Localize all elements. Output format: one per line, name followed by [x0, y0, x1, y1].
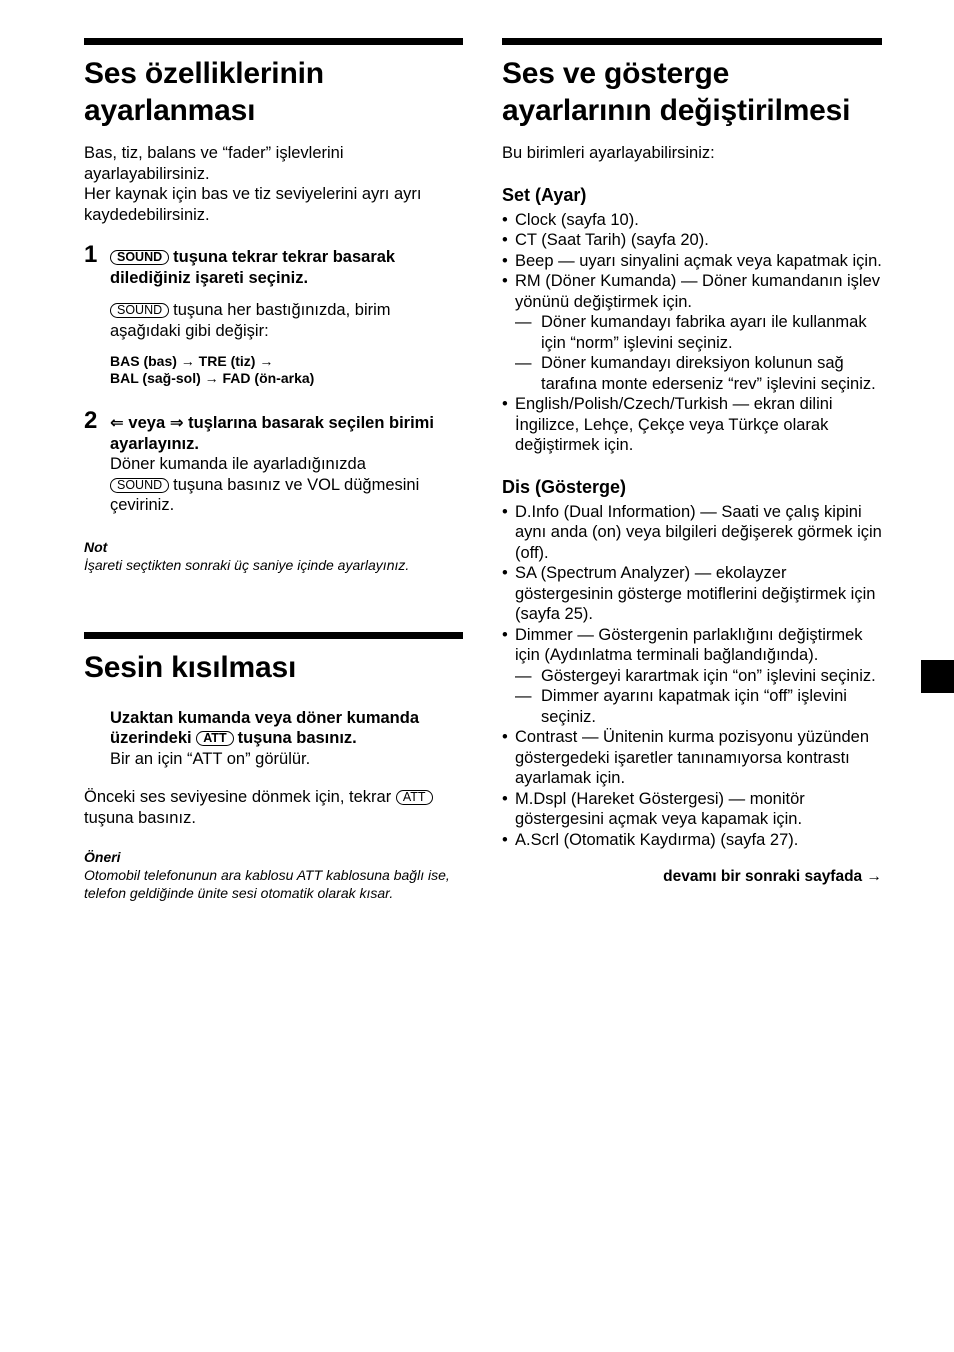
- sound-button-label: SOUND: [110, 303, 169, 318]
- sound-button-label: SOUND: [110, 478, 169, 493]
- set-list: [502, 210, 882, 456]
- section-rule: [84, 38, 463, 45]
- step-number: 2: [84, 407, 98, 434]
- list-item: • Dimmer — Göstergenin parlaklığını değiştirmek için (Aydınlatma terminali bağlandığında). — Göstergeyi karartmak için “on” işlevini seçiniz. — Dimmer ayarını kapatmak için “off” işlevini seçiniz.: [502, 625, 882, 728]
- intro-paragraph-2: Her kaynak için bas ve tiz seviyelerini ayrı ayrı kaydedebilirsiniz.: [84, 185, 422, 224]
- continued-next-page: devamı bir sonraki sayfada →: [663, 868, 882, 885]
- step-detail-2: SOUND tuşuna basınız ve VOL düğmesini çeviriniz.: [110, 475, 420, 514]
- section-title-sound-features: Ses özelliklerinin ayarlanması: [84, 57, 324, 127]
- dash: —: [515, 313, 532, 331]
- bullet: •: [502, 728, 508, 746]
- section-title-display-settings: Ses ve gösterge ayarlarının değiştirilmesi: [502, 57, 851, 127]
- bullet: •: [502, 830, 508, 849]
- dash: —: [515, 666, 532, 685]
- list-item: • D.Info (Dual Information) — Saati ve çalış kipini aynı anda (on) veya bilgileri değişerek görmek için (off).: [502, 502, 882, 562]
- step-instruction: SOUND tuşuna tekrar tekrar basarak dilediğiniz işareti seçiniz.: [110, 248, 396, 287]
- sound-button-label: SOUND: [110, 250, 169, 265]
- sequence-line-2: BAL (sağ-sol) → FAD (ön-arka): [110, 370, 315, 386]
- step-detail: SOUND tuşuna her bastığınızda, birim aşağıdaki gibi değişir:: [110, 301, 391, 340]
- bullet: •: [502, 502, 508, 521]
- section-rule: [502, 38, 882, 45]
- bullet: •: [502, 625, 508, 644]
- tip-body: Otomobil telefonunun ara kablosu ATT kablosuna bağlı ise, telefon geldiğinde ünite sesi otomatik olarak kısar.: [84, 867, 450, 901]
- list-item: • M.Dspl (Hareket Göstergesi) — monitör göstergesini açmak veya kapamak için.: [502, 789, 805, 828]
- step-instruction: ⇐ veya ⇒ tuşlarına basarak seçilen birimi ayarlayınız.: [110, 414, 434, 453]
- step-1: [84, 241, 463, 387]
- list-item: • English/Polish/Czech/Turkish — ekran dilini İngilizce, Lehçe, Çekçe veya Türkçe olarak değiştirmek için.: [502, 395, 833, 454]
- sub-item: — Döner kumandayı direksiyon kolunun sağ tarafına monte ederseniz “rev” işlevini seçiniz.: [515, 354, 876, 393]
- dash: —: [515, 354, 532, 372]
- list-item: • Beep — uyarı sinyalini açmak veya kapatmak için.: [502, 251, 882, 270]
- mute-restore: Önceki ses seviyesine dönmek için, tekrar ATTtuşuna basınız.: [84, 787, 463, 828]
- list-item: • Clock (sayfa 10).: [502, 210, 639, 229]
- section-title-mute: Sesin kısılması: [84, 650, 297, 684]
- note-heading: Not: [84, 538, 108, 555]
- bullet: •: [502, 231, 508, 249]
- right-column: [502, 38, 882, 886]
- bullet: •: [502, 564, 508, 582]
- bullet: •: [502, 272, 508, 290]
- sequence-line-1: BAS (bas) → TRE (tiz) →: [110, 353, 274, 369]
- list-item: • Contrast — Ünitenin kurma pozisyonu yüzünden göstergedeki işaretler tanınamıyorsa kontrastı ayarlamak için.: [502, 728, 870, 787]
- dis-list: [502, 502, 882, 851]
- intro-paragraph: Bu birimleri ayarlayabilirsiniz:: [502, 144, 715, 162]
- dis-heading: Dis (Gösterge): [502, 476, 627, 497]
- set-heading: Set (Ayar): [502, 184, 587, 205]
- sub-item: — Dimmer ayarını kapatmak için “off” işlevini seçiniz.: [515, 687, 847, 726]
- list-item: • CT (Saat Tarih) (sayfa 20).: [502, 231, 709, 249]
- bullet: •: [502, 789, 508, 808]
- list-item: • RM (Döner Kumanda) — Döner kumandanın işlev yönünü değiştirmek için. — Döner kumandayı fabrika ayarı ile kullanmak için “norm” işlevini seçiniz. — Döner kumandayı direksiyon kolunun sağ tarafına monte ederseniz “rev” işlevini seçiniz.: [502, 272, 880, 393]
- step-number: 1: [84, 241, 98, 268]
- att-button-label: ATT: [396, 790, 433, 805]
- mute-instruction: Uzaktan kumanda veya döner kumanda üzerindeki ATT tuşuna basınız.: [110, 708, 420, 747]
- page-edge-tab: [921, 660, 954, 693]
- left-arrow-icon: ⇐: [110, 414, 124, 432]
- bullet: •: [502, 251, 508, 270]
- bullet: •: [502, 395, 508, 413]
- list-item: • SA (Spectrum Analyzer) — ekolayzer göstergesinin gösterge motiflerini değiştirmek için (sayfa 25).: [502, 564, 876, 623]
- step-detail: Döner kumanda ile ayarladığınızda: [110, 455, 366, 473]
- list-item: • A.Scrl (Otomatik Kaydırma) (sayfa 27).: [502, 830, 799, 849]
- dash: —: [515, 687, 532, 705]
- sub-item: — Döner kumandayı fabrika ayarı ile kullanmak için “norm” işlevini seçiniz.: [515, 313, 867, 352]
- sub-item: — Göstergeyi karartmak için “on” işlevini seçiniz.: [515, 666, 876, 685]
- bullet: •: [502, 210, 508, 229]
- mute-instruction-block: [84, 708, 463, 770]
- mute-result: Bir an için “ATT on” görülür.: [110, 749, 311, 768]
- left-column: [84, 38, 463, 902]
- note-body: İşareti seçtikten sonraki üç saniye içinde ayarlayınız.: [84, 556, 410, 573]
- att-button-label: ATT: [196, 731, 233, 746]
- right-arrow-icon: ⇒: [169, 414, 184, 432]
- intro-paragraph: Bas, tiz, balans ve “fader” işlevlerini ayarlayabilirsiniz.: [84, 144, 344, 183]
- step-2: [84, 407, 463, 516]
- tip-heading: Öneri: [84, 849, 121, 865]
- section-rule: [84, 632, 463, 639]
